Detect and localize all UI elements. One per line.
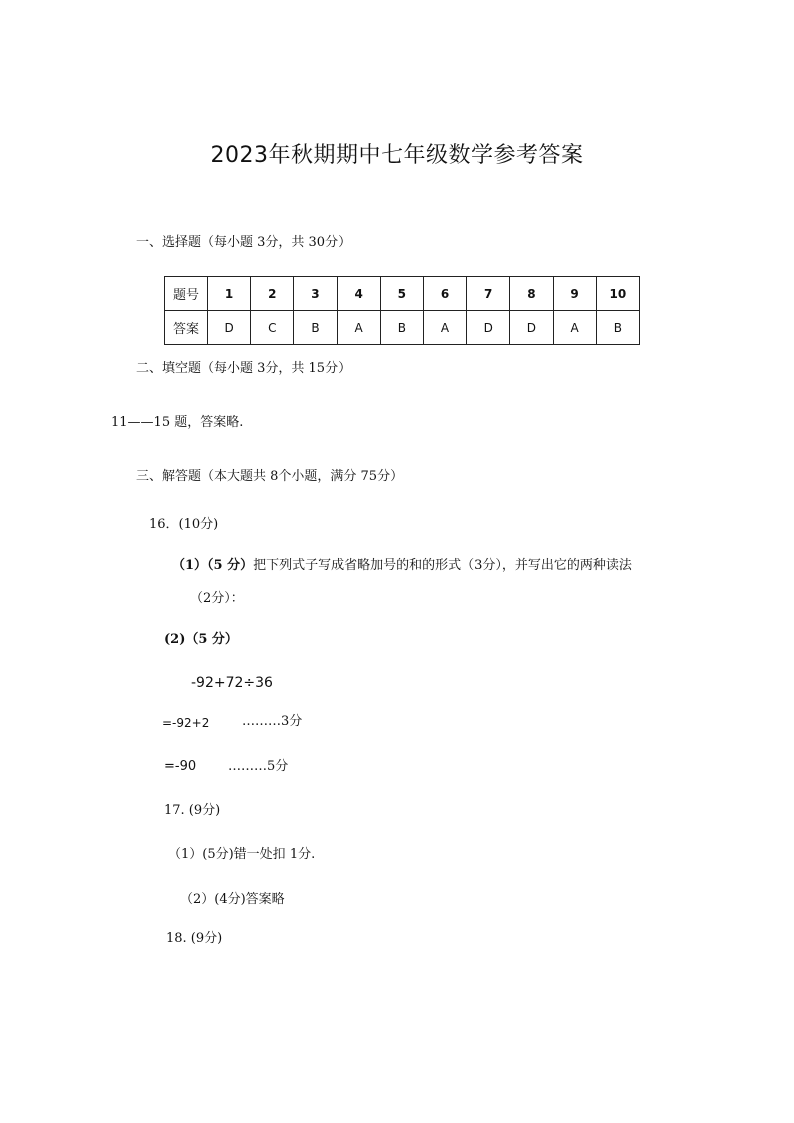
q16-step1-score: ………3分 <box>242 714 303 729</box>
answer-cell: B <box>596 311 639 345</box>
question-number-cell: 4 <box>337 277 380 311</box>
question-number-cell: 7 <box>467 277 510 311</box>
row-label-answer: 答案 <box>165 311 208 345</box>
row-label-number: 题号 <box>165 277 208 311</box>
answer-cell: B <box>294 311 337 345</box>
question-number-cell: 1 <box>208 277 251 311</box>
q16-step2-score: ………5分 <box>228 759 289 774</box>
question-number-cell: 3 <box>294 277 337 311</box>
question-number-cell: 5 <box>380 277 423 311</box>
section2-heading: 二、填空题（每小题 3分，共 15分） <box>136 361 352 376</box>
q16-part2-label: (2)（5 分） <box>164 632 238 647</box>
section3-heading: 三、解答题（本大题共 8个小题，满分 75分） <box>136 469 404 484</box>
question-number-cell: 9 <box>553 277 596 311</box>
q17-part1: （1）(5分)错一处扣 1分. <box>168 847 316 862</box>
q16-part1-continued: （2分）： <box>190 591 244 606</box>
q16-label: 16．(10分) <box>149 517 219 532</box>
section1-heading: 一、选择题（每小题 3分，共 30分） <box>136 235 352 250</box>
answer-cell: D <box>208 311 251 345</box>
page-title: 2023年秋期期中七年级数学参考答案 <box>210 143 584 168</box>
answer-cell: C <box>251 311 294 345</box>
table-row-numbers <box>165 277 640 311</box>
q17-part2: （2）(4分)答案略 <box>180 892 285 907</box>
question-number-cell: 10 <box>596 277 639 311</box>
q16-part1 <box>172 558 632 574</box>
q17-label: 17. (9分) <box>164 803 221 818</box>
answer-cell: A <box>553 311 596 345</box>
answer-cell: A <box>337 311 380 345</box>
answer-cell: B <box>380 311 423 345</box>
answer-cell: D <box>510 311 553 345</box>
question-number-cell: 6 <box>423 277 466 311</box>
answer-table <box>164 276 640 345</box>
q18-label: 18. (9分) <box>166 931 223 946</box>
q16-part1-text: 把下列式子写成省略加号的和的形式（3分），并写出它的两种读法 <box>253 558 632 573</box>
answer-cell: D <box>467 311 510 345</box>
question-number-cell: 8 <box>510 277 553 311</box>
question-number-cell: 2 <box>251 277 294 311</box>
q16-part1-prefix: （1）（5 分） <box>172 558 254 573</box>
section2-note: 11——15 题，答案略. <box>111 415 244 430</box>
answer-cell: A <box>423 311 466 345</box>
table-row-answers <box>165 311 640 345</box>
q16-step1: =-92+2 <box>162 716 210 730</box>
q16-expression: -92+72÷36 <box>191 675 273 691</box>
q16-step2: =-90 <box>164 759 197 774</box>
